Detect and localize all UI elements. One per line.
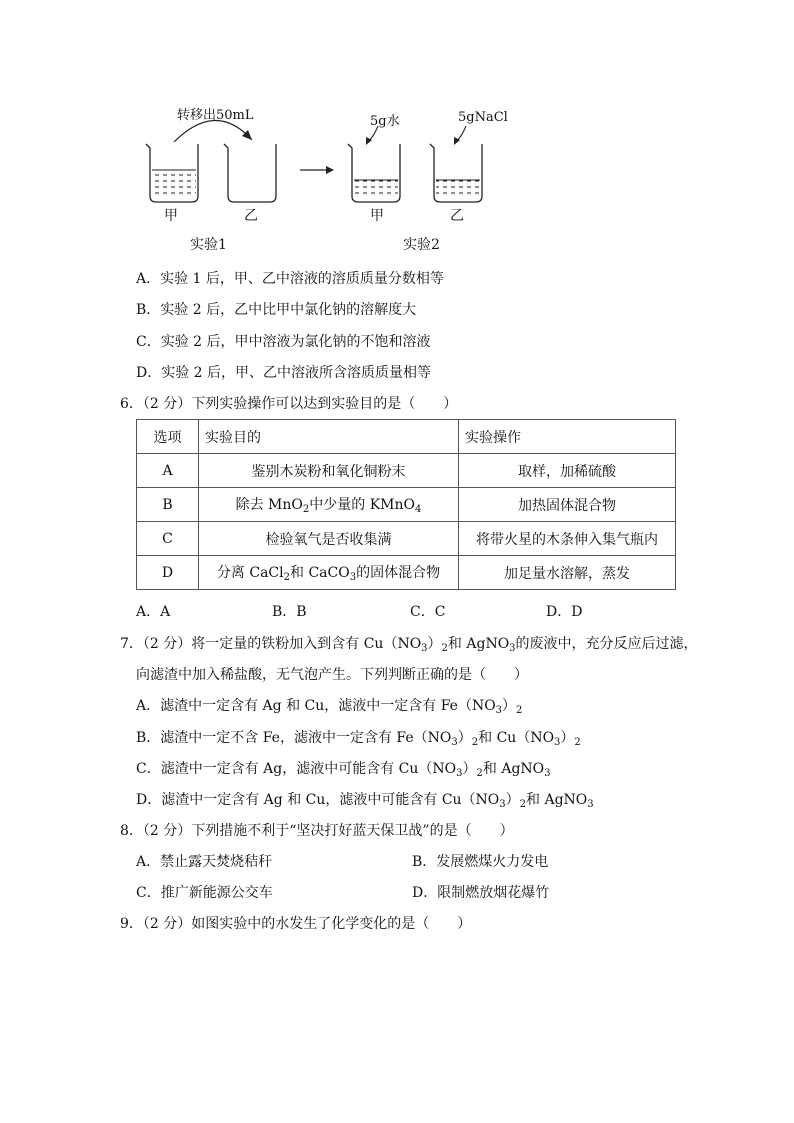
row-option: C — [137, 522, 199, 556]
q5-option-a: A．实验 1 后，甲、乙中溶液的溶质质量分数相等 — [136, 271, 444, 287]
table-row — [137, 454, 676, 488]
header-operation: 实验操作 — [459, 420, 676, 454]
beaker-yi-exp2 — [430, 144, 482, 202]
transfer-label: 转移出50mL — [177, 108, 254, 123]
q8-option-d: D．限制燃放烟花爆竹 — [412, 885, 550, 901]
q7-option-d: D．滤渣中一定含有 Ag 和 Cu，滤液中可能含有 $Cu(NO_3)_2$和 AgNO$_3$ — [136, 792, 594, 810]
beaker-experiment-figure — [130, 100, 510, 260]
q8-option-b: B．发展燃煤火力发电 — [412, 854, 549, 870]
q6-answer-b: B．B — [272, 604, 307, 620]
exp1-caption: 实验1 — [190, 237, 227, 253]
q5-option-c: C．实验 2 后，甲中溶液为氯化钠的不饱和溶液 — [136, 334, 431, 350]
q7-option-c: C．滤渣中一定含有 Ag，滤液中可能含有 $Cu(NO_3)_2$和 AgNO$_3$ — [136, 761, 551, 779]
beaker-jia-exp1 — [146, 144, 198, 202]
q6-stem: 6．（2 分）下列实验操作可以达到实验目的是（ ） — [120, 396, 458, 412]
row-option: B — [137, 488, 199, 522]
table-header-row — [137, 420, 676, 454]
beaker-label-jia-1: 甲 — [164, 208, 178, 224]
beaker-label-yi-1: 乙 — [244, 208, 258, 224]
row-purpose: 检验氧气是否收集满 — [199, 522, 459, 556]
row-option: D — [137, 556, 199, 590]
q8-option-a: A．禁止露天焚烧秸秆 — [136, 854, 273, 870]
row-purpose: 分离 CaCl$_2$和 CaCO$_3$的固体混合物 — [199, 556, 459, 590]
q9-stem: 9．（2 分）如图实验中的水发生了化学变化的是（ ） — [120, 916, 472, 932]
q5-option-b: B．实验 2 后，乙中比甲中氯化钠的溶解度大 — [136, 302, 417, 318]
row-operation: 将带火星的木条伸入集气瓶内 — [459, 522, 676, 556]
transfer-arrow — [174, 120, 252, 142]
beaker-yi-exp1 — [224, 144, 276, 202]
q5-option-d: D．实验 2 后，甲、乙中溶液所含溶质质量相等 — [136, 365, 432, 381]
row-option: A — [137, 454, 199, 488]
q6-table — [136, 419, 676, 590]
table-row — [137, 556, 676, 590]
q6-answer-a: A．A — [136, 604, 171, 620]
row-purpose: 除去 MnO$_2$中少量的 KMnO$_4$ — [199, 488, 459, 522]
beaker-jia-exp2 — [348, 144, 400, 202]
nacl-label: 5gNaCl — [458, 110, 508, 125]
row-purpose: 鉴别木炭粉和氧化铜粉末 — [199, 454, 459, 488]
exp2-caption: 实验2 — [403, 237, 440, 253]
row-operation: 取样，加稀硫酸 — [459, 454, 676, 488]
water-label: 5g水 — [370, 114, 400, 129]
table-row — [137, 488, 676, 522]
q8-option-c: C．推广新能源公交车 — [136, 885, 273, 901]
process-arrow — [300, 166, 334, 174]
q7-stem-line1: 7．（2 分）将一定量的铁粉加入到含有 $Cu(NO_3)_2$和 AgNO$_3$的废液中，充分反应后过滤， — [120, 636, 698, 654]
q7-option-b: B．滤渣中一定不含 Fe，滤液中一定含有 $Fe(NO_3)_2$和 $Cu(NO_3)_2$ — [136, 730, 581, 748]
beaker-label-yi-2: 乙 — [450, 208, 464, 224]
q6-answer-c: C．C — [410, 604, 446, 620]
q6-answer-d: D．D — [546, 604, 583, 620]
row-operation: 加热固体混合物 — [459, 488, 676, 522]
header-purpose: 实验目的 — [199, 420, 459, 454]
q7-option-a: A．滤渣中一定含有 Ag 和 Cu，滤液中一定含有 $Fe(NO_3)_2$ — [136, 698, 523, 716]
header-option: 选项 — [137, 420, 199, 454]
beaker-label-jia-2: 甲 — [370, 208, 384, 224]
q8-stem: 8．（2 分）下列措施不利于“坚决打好蓝天保卫战”的是（ ） — [120, 823, 514, 839]
q7-stem-line2: 向滤渣中加入稀盐酸，无气泡产生。下列判断正确的是（ ） — [136, 667, 528, 683]
table-row — [137, 522, 676, 556]
row-operation: 加足量水溶解，蒸发 — [459, 556, 676, 590]
